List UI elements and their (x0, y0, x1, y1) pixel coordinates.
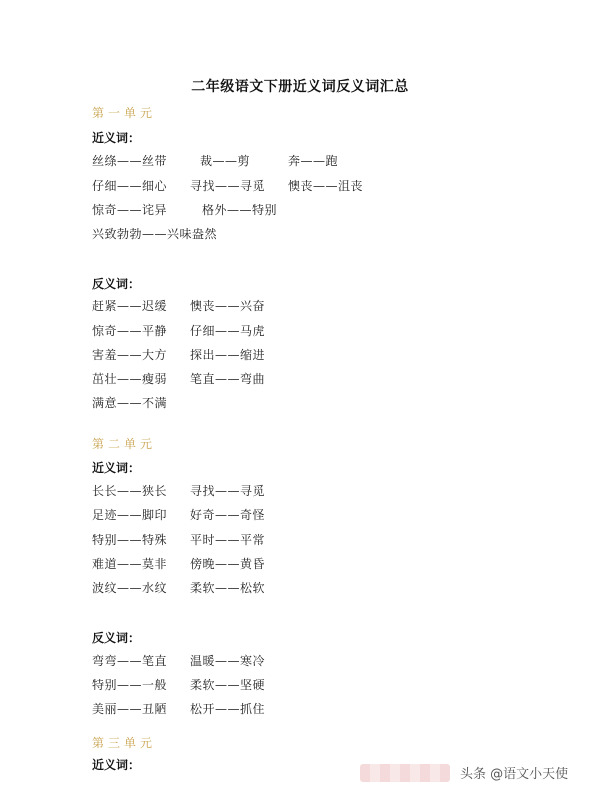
synonym-pair: 仔细——细心 (92, 179, 168, 193)
antonym-pair: 温暖——寒冷 (190, 654, 266, 668)
antonym-pair: 柔软——坚硬 (190, 678, 266, 692)
synonym-pair: 寻找——寻觅 (190, 179, 266, 193)
synonym-row (0, 506, 600, 522)
watermark (360, 760, 596, 786)
synonym-row (0, 531, 600, 547)
synonym-pair: 柔软——松软 (190, 581, 266, 595)
synonym-pair: 好奇——奇怪 (190, 508, 266, 522)
synonym-pair: 惊奇——诧异 (92, 203, 168, 217)
synonym-row (0, 579, 600, 595)
synonym-pair: 寻找——寻觅 (190, 484, 266, 498)
synonym-row (0, 201, 600, 217)
antonym-pair: 仔细——马虎 (190, 324, 266, 338)
antonym-pair: 探出——缩进 (190, 348, 266, 362)
antonym-pair: 美丽——丑陋 (92, 702, 168, 716)
synonym-pair: 格外——特别 (202, 203, 278, 217)
unit-heading: 第一单元 (92, 106, 157, 120)
antonym-row (0, 370, 600, 386)
antonym-pair: 懊丧——兴奋 (190, 299, 266, 313)
antonym-row (0, 394, 600, 410)
synonym-pair: 波纹——水纹 (92, 581, 168, 595)
synonyms-label: 近义词： (92, 758, 141, 772)
antonym-row (0, 346, 600, 362)
synonym-pair: 裁——剪 (200, 154, 251, 168)
synonym-pair: 兴致勃勃——兴味盎然 (92, 227, 218, 241)
antonyms-label: 反义词： (92, 277, 141, 291)
antonym-row (0, 700, 600, 716)
antonym-pair: 害羞——大方 (92, 348, 168, 362)
synonym-row (0, 152, 600, 168)
antonym-pair: 茁壮——瘦弱 (92, 372, 168, 386)
antonym-row (0, 652, 600, 668)
antonym-row (0, 676, 600, 692)
synonym-pair: 丝绦——丝带 (92, 154, 168, 168)
antonym-pair: 惊奇——平静 (92, 324, 168, 338)
synonym-pair: 平时——平常 (190, 533, 266, 547)
synonym-row (0, 177, 600, 193)
antonym-row (0, 297, 600, 313)
antonyms-label: 反义词： (92, 631, 141, 645)
synonym-pair: 长长——狭长 (92, 484, 168, 498)
synonym-pair: 傍晚——黄昏 (190, 557, 266, 571)
synonym-pair: 足迹——脚印 (92, 508, 168, 522)
antonym-pair: 弯弯——笔直 (92, 654, 168, 668)
watermark-text: 头条 @语文小天使 (460, 767, 569, 782)
synonym-pair: 难道——莫非 (92, 557, 168, 571)
unit-heading: 第二单元 (92, 437, 157, 451)
synonym-row (0, 225, 600, 241)
synonym-row (0, 555, 600, 571)
synonym-pair: 特别——特殊 (92, 533, 168, 547)
synonyms-label: 近义词： (92, 461, 141, 475)
synonym-pair: 懊丧——沮丧 (288, 179, 364, 193)
antonym-pair: 笔直——弯曲 (190, 372, 266, 386)
antonym-row (0, 322, 600, 338)
blurred-region (360, 764, 450, 782)
antonym-pair: 特别——一般 (92, 678, 168, 692)
antonym-pair: 满意——不满 (92, 396, 168, 410)
antonym-pair: 赶紧——迟缓 (92, 299, 168, 313)
synonym-row (0, 482, 600, 498)
synonyms-label: 近义词： (92, 131, 141, 145)
synonym-pair: 奔——跑 (288, 154, 339, 168)
unit-heading: 第三单元 (92, 736, 157, 750)
page-title: 二年级语文下册近义词反义词汇总 (191, 79, 409, 95)
antonym-pair: 松开——抓住 (190, 702, 266, 716)
